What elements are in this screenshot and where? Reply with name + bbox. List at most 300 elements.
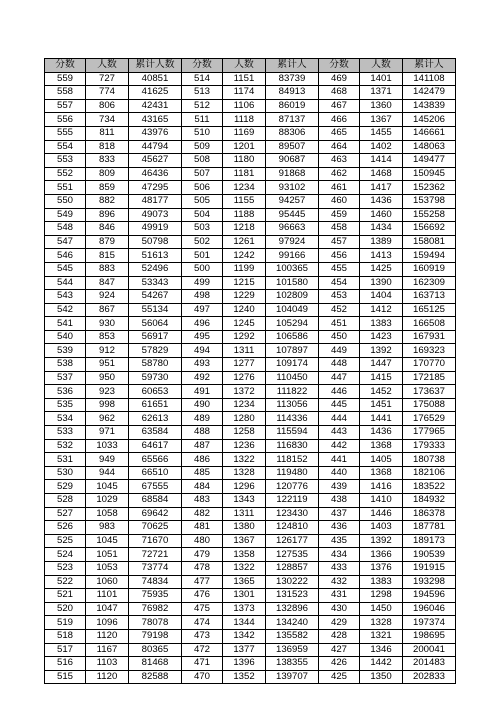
cumulative-cell: 43976: [129, 126, 182, 140]
cumulative-cell: 46436: [129, 167, 182, 181]
cumulative-cell: 183522: [403, 480, 456, 494]
count-cell: 924: [86, 290, 129, 304]
score-cell: 458: [319, 222, 360, 236]
count-cell: 809: [86, 167, 129, 181]
score-cell: 552: [45, 167, 86, 181]
cumulative-cell: 55134: [129, 303, 182, 317]
score-cell: 511: [182, 113, 223, 127]
table-row: [45, 466, 456, 480]
score-cell: 509: [182, 140, 223, 154]
count-cell: 883: [86, 262, 129, 276]
cumulative-cell: 152362: [403, 181, 456, 195]
cumulative-cell: 167931: [403, 330, 456, 344]
header-cell-score: 分数: [319, 59, 360, 73]
cumulative-cell: 49919: [129, 222, 182, 236]
table-row: [45, 290, 456, 304]
score-cell: 426: [319, 657, 360, 671]
score-cell: 495: [182, 330, 223, 344]
cumulative-cell: 176529: [403, 412, 456, 426]
count-cell: 983: [86, 521, 129, 535]
count-cell: 1441: [360, 412, 403, 426]
cumulative-cell: 94257: [266, 194, 319, 208]
score-cell: 504: [182, 208, 223, 222]
score-cell: 510: [182, 126, 223, 140]
count-cell: 1417: [360, 181, 403, 195]
score-cell: 514: [182, 72, 223, 86]
score-cell: 557: [45, 99, 86, 113]
score-cell: 432: [319, 575, 360, 589]
cumulative-cell: 96663: [266, 222, 319, 236]
cumulative-cell: 118152: [266, 453, 319, 467]
cumulative-cell: 149477: [403, 154, 456, 168]
cumulative-cell: 75935: [129, 589, 182, 603]
score-cell: 483: [182, 494, 223, 508]
score-cell: 521: [45, 589, 86, 603]
score-cell: 434: [319, 548, 360, 562]
score-cell: 467: [319, 99, 360, 113]
score-cell: 430: [319, 602, 360, 616]
cumulative-cell: 126177: [266, 534, 319, 548]
score-cell: 515: [45, 670, 86, 684]
score-cell: 448: [319, 358, 360, 372]
count-cell: 1413: [360, 249, 403, 263]
cumulative-cell: 148063: [403, 140, 456, 154]
count-cell: 806: [86, 99, 129, 113]
cumulative-cell: 104049: [266, 303, 319, 317]
cumulative-cell: 138355: [266, 657, 319, 671]
cumulative-cell: 115594: [266, 426, 319, 440]
table-row: [45, 371, 456, 385]
count-cell: 1101: [86, 589, 129, 603]
count-cell: 1296: [223, 480, 266, 494]
score-cell: 540: [45, 330, 86, 344]
cumulative-cell: 91868: [266, 167, 319, 181]
count-cell: 1360: [360, 99, 403, 113]
count-cell: 1342: [223, 629, 266, 643]
score-cell: 536: [45, 385, 86, 399]
score-cell: 537: [45, 371, 86, 385]
count-cell: 1301: [223, 589, 266, 603]
table-row: [45, 480, 456, 494]
cumulative-cell: 102809: [266, 290, 319, 304]
score-cell: 518: [45, 629, 86, 643]
cumulative-cell: 59730: [129, 371, 182, 385]
score-cell: 474: [182, 616, 223, 630]
cumulative-cell: 97924: [266, 235, 319, 249]
count-cell: 859: [86, 181, 129, 195]
score-cell: 443: [319, 426, 360, 440]
table-row: [45, 534, 456, 548]
score-cell: 532: [45, 439, 86, 453]
score-cell: 439: [319, 480, 360, 494]
cumulative-cell: 44794: [129, 140, 182, 154]
table-row: [45, 167, 456, 181]
cumulative-cell: 186378: [403, 507, 456, 521]
score-cell: 494: [182, 344, 223, 358]
count-cell: 1261: [223, 235, 266, 249]
score-cell: 437: [319, 507, 360, 521]
count-cell: 1358: [223, 548, 266, 562]
score-cell: 438: [319, 494, 360, 508]
score-cell: 486: [182, 453, 223, 467]
table-row: [45, 194, 456, 208]
score-cell: 489: [182, 412, 223, 426]
score-cell: 542: [45, 303, 86, 317]
cumulative-cell: 198695: [403, 629, 456, 643]
cumulative-cell: 87137: [266, 113, 319, 127]
table-row: [45, 589, 456, 603]
count-cell: 1060: [86, 575, 129, 589]
cumulative-cell: 132896: [266, 602, 319, 616]
score-cell: 543: [45, 290, 86, 304]
count-cell: 1392: [360, 344, 403, 358]
cumulative-cell: 127535: [266, 548, 319, 562]
count-cell: 1383: [360, 575, 403, 589]
cumulative-cell: 71670: [129, 534, 182, 548]
table-row: [45, 113, 456, 127]
score-cell: 463: [319, 154, 360, 168]
count-cell: 1410: [360, 494, 403, 508]
score-cell: 480: [182, 534, 223, 548]
table-row: [45, 548, 456, 562]
count-cell: 1368: [360, 439, 403, 453]
count-cell: 1468: [360, 167, 403, 181]
score-cell: 502: [182, 235, 223, 249]
count-cell: 930: [86, 317, 129, 331]
score-cell: 427: [319, 643, 360, 657]
count-cell: 1367: [360, 113, 403, 127]
count-cell: 1322: [223, 561, 266, 575]
cumulative-cell: 159494: [403, 249, 456, 263]
count-cell: 949: [86, 453, 129, 467]
count-cell: 1412: [360, 303, 403, 317]
score-cell: 517: [45, 643, 86, 657]
cumulative-cell: 78078: [129, 616, 182, 630]
cumulative-cell: 142479: [403, 86, 456, 100]
score-cell: 460: [319, 194, 360, 208]
count-cell: 1106: [223, 99, 266, 113]
cumulative-cell: 170770: [403, 358, 456, 372]
count-cell: 971: [86, 426, 129, 440]
cumulative-cell: 202833: [403, 670, 456, 684]
count-cell: 1423: [360, 330, 403, 344]
cumulative-cell: 175088: [403, 398, 456, 412]
count-cell: 923: [86, 385, 129, 399]
table-row: [45, 521, 456, 535]
cumulative-cell: 54267: [129, 290, 182, 304]
cumulative-cell: 99166: [266, 249, 319, 263]
score-cell: 535: [45, 398, 86, 412]
cumulative-cell: 114336: [266, 412, 319, 426]
cumulative-cell: 93102: [266, 181, 319, 195]
cumulative-cell: 153798: [403, 194, 456, 208]
cumulative-cell: 43165: [129, 113, 182, 127]
cumulative-cell: 173637: [403, 385, 456, 399]
header-cell-count: 人数: [86, 59, 129, 73]
count-cell: 882: [86, 194, 129, 208]
cumulative-cell: 79198: [129, 629, 182, 643]
cumulative-cell: 56064: [129, 317, 182, 331]
table-row: [45, 262, 456, 276]
cumulative-cell: 163713: [403, 290, 456, 304]
cumulative-cell: 135582: [266, 629, 319, 643]
score-cell: 442: [319, 439, 360, 453]
cumulative-cell: 113056: [266, 398, 319, 412]
score-cell: 493: [182, 358, 223, 372]
score-cell: 548: [45, 222, 86, 236]
cumulative-cell: 172185: [403, 371, 456, 385]
count-cell: 1346: [360, 643, 403, 657]
count-cell: 1242: [223, 249, 266, 263]
header-row: [45, 59, 456, 73]
score-cell: 554: [45, 140, 86, 154]
count-cell: 1402: [360, 140, 403, 154]
count-cell: 1215: [223, 276, 266, 290]
count-cell: 1120: [86, 629, 129, 643]
table-row: [45, 181, 456, 195]
count-cell: 1277: [223, 358, 266, 372]
count-cell: 912: [86, 344, 129, 358]
cumulative-cell: 105294: [266, 317, 319, 331]
count-cell: 1380: [223, 521, 266, 535]
score-cell: 462: [319, 167, 360, 181]
count-cell: 1188: [223, 208, 266, 222]
score-cell: 425: [319, 670, 360, 684]
cumulative-cell: 120776: [266, 480, 319, 494]
cumulative-cell: 48177: [129, 194, 182, 208]
cumulative-cell: 158081: [403, 235, 456, 249]
score-cell: 482: [182, 507, 223, 521]
cumulative-cell: 197374: [403, 616, 456, 630]
score-cell: 497: [182, 303, 223, 317]
score-cell: 549: [45, 208, 86, 222]
table-row: [45, 643, 456, 657]
score-cell: 555: [45, 126, 86, 140]
count-cell: 1405: [360, 453, 403, 467]
cumulative-cell: 49073: [129, 208, 182, 222]
score-cell: 456: [319, 249, 360, 263]
count-cell: 1416: [360, 480, 403, 494]
count-cell: 1367: [223, 534, 266, 548]
score-cell: 512: [182, 99, 223, 113]
count-cell: 1096: [86, 616, 129, 630]
cumulative-cell: 110450: [266, 371, 319, 385]
table-row: [45, 317, 456, 331]
table-row: [45, 208, 456, 222]
score-cell: 500: [182, 262, 223, 276]
score-cell: 558: [45, 86, 86, 100]
score-cell: 470: [182, 670, 223, 684]
table-row: [45, 249, 456, 263]
cumulative-cell: 41625: [129, 86, 182, 100]
count-cell: 1343: [223, 494, 266, 508]
count-cell: 1401: [360, 72, 403, 86]
table-row: [45, 657, 456, 671]
score-cell: 531: [45, 453, 86, 467]
cumulative-cell: 150945: [403, 167, 456, 181]
count-cell: 734: [86, 113, 129, 127]
table-row: [45, 507, 456, 521]
count-cell: 1218: [223, 222, 266, 236]
cumulative-cell: 130222: [266, 575, 319, 589]
count-cell: 833: [86, 154, 129, 168]
score-cell: 513: [182, 86, 223, 100]
count-cell: 853: [86, 330, 129, 344]
score-cell: 435: [319, 534, 360, 548]
cumulative-cell: 70625: [129, 521, 182, 535]
cumulative-cell: 134240: [266, 616, 319, 630]
table-row: [45, 154, 456, 168]
cumulative-cell: 122119: [266, 494, 319, 508]
count-cell: 867: [86, 303, 129, 317]
cumulative-cell: 95445: [266, 208, 319, 222]
score-cell: 550: [45, 194, 86, 208]
cumulative-cell: 76982: [129, 602, 182, 616]
score-cell: 447: [319, 371, 360, 385]
cumulative-cell: 128857: [266, 561, 319, 575]
count-cell: 847: [86, 276, 129, 290]
score-cell: 490: [182, 398, 223, 412]
table-row: [45, 385, 456, 399]
count-cell: 1174: [223, 86, 266, 100]
score-cell: 527: [45, 507, 86, 521]
score-cell: 436: [319, 521, 360, 535]
cumulative-cell: 83739: [266, 72, 319, 86]
table-row: [45, 670, 456, 684]
score-cell: 546: [45, 249, 86, 263]
count-cell: 1045: [86, 480, 129, 494]
count-cell: 1372: [223, 385, 266, 399]
count-cell: 1051: [86, 548, 129, 562]
count-cell: 1236: [223, 439, 266, 453]
header-cell-score: 分数: [182, 59, 223, 73]
table-row: [45, 453, 456, 467]
count-cell: 1151: [223, 72, 266, 86]
count-cell: 1169: [223, 126, 266, 140]
score-cell: 523: [45, 561, 86, 575]
cumulative-cell: 155258: [403, 208, 456, 222]
score-cell: 528: [45, 494, 86, 508]
cumulative-cell: 106586: [266, 330, 319, 344]
cumulative-cell: 194596: [403, 589, 456, 603]
cumulative-cell: 116830: [266, 439, 319, 453]
table-body: [45, 59, 456, 684]
header-cell-score: 分数: [45, 59, 86, 73]
cumulative-cell: 111822: [266, 385, 319, 399]
table-row: [45, 222, 456, 236]
cumulative-cell: 187781: [403, 521, 456, 535]
score-cell: 454: [319, 276, 360, 290]
count-cell: 1344: [223, 616, 266, 630]
count-cell: 1033: [86, 439, 129, 453]
table-row: [45, 344, 456, 358]
count-cell: 1311: [223, 344, 266, 358]
count-cell: 1414: [360, 154, 403, 168]
count-cell: 1311: [223, 507, 266, 521]
cumulative-cell: 193298: [403, 575, 456, 589]
count-cell: 1045: [86, 534, 129, 548]
score-cell: 522: [45, 575, 86, 589]
cumulative-cell: 191915: [403, 561, 456, 575]
score-cell: 478: [182, 561, 223, 575]
cumulative-cell: 141108: [403, 72, 456, 86]
score-cell: 559: [45, 72, 86, 86]
score-cell: 481: [182, 521, 223, 535]
cumulative-cell: 201483: [403, 657, 456, 671]
table-row: [45, 86, 456, 100]
cumulative-cell: 177965: [403, 426, 456, 440]
score-cell: 491: [182, 385, 223, 399]
cumulative-cell: 162309: [403, 276, 456, 290]
score-cell: 440: [319, 466, 360, 480]
cumulative-cell: 180738: [403, 453, 456, 467]
score-cell: 503: [182, 222, 223, 236]
count-cell: 1321: [360, 629, 403, 643]
score-cell: 534: [45, 412, 86, 426]
count-cell: 1396: [223, 657, 266, 671]
score-cell: 444: [319, 412, 360, 426]
score-distribution-table: [44, 58, 456, 684]
score-cell: 464: [319, 140, 360, 154]
cumulative-cell: 68584: [129, 494, 182, 508]
score-cell: 539: [45, 344, 86, 358]
score-cell: 455: [319, 262, 360, 276]
count-cell: 1234: [223, 181, 266, 195]
header-cell-cumulative: 累计人: [403, 59, 456, 73]
score-cell: 496: [182, 317, 223, 331]
count-cell: 944: [86, 466, 129, 480]
count-cell: 1366: [360, 548, 403, 562]
score-cell: 488: [182, 426, 223, 440]
count-cell: 846: [86, 222, 129, 236]
table-row: [45, 235, 456, 249]
cumulative-cell: 143839: [403, 99, 456, 113]
cumulative-cell: 165125: [403, 303, 456, 317]
score-cell: 457: [319, 235, 360, 249]
score-cell: 508: [182, 154, 223, 168]
cumulative-cell: 107897: [266, 344, 319, 358]
count-cell: 1292: [223, 330, 266, 344]
cumulative-cell: 101580: [266, 276, 319, 290]
cumulative-cell: 179333: [403, 439, 456, 453]
score-cell: 544: [45, 276, 86, 290]
table-row: [45, 330, 456, 344]
count-cell: 1404: [360, 290, 403, 304]
count-cell: 1058: [86, 507, 129, 521]
cumulative-cell: 62613: [129, 412, 182, 426]
score-cell: 487: [182, 439, 223, 453]
score-cell: 530: [45, 466, 86, 480]
cumulative-cell: 182106: [403, 466, 456, 480]
score-cell: 472: [182, 643, 223, 657]
cumulative-cell: 200041: [403, 643, 456, 657]
count-cell: 1201: [223, 140, 266, 154]
cumulative-cell: 146661: [403, 126, 456, 140]
table-row: [45, 494, 456, 508]
count-cell: 1155: [223, 194, 266, 208]
score-cell: 545: [45, 262, 86, 276]
count-cell: 727: [86, 72, 129, 86]
cumulative-cell: 65566: [129, 453, 182, 467]
cumulative-cell: 57829: [129, 344, 182, 358]
count-cell: 1377: [223, 643, 266, 657]
cumulative-cell: 51613: [129, 249, 182, 263]
count-cell: 1455: [360, 126, 403, 140]
count-cell: 1376: [360, 561, 403, 575]
count-cell: 1328: [223, 466, 266, 480]
score-cell: 541: [45, 317, 86, 331]
count-cell: 1392: [360, 534, 403, 548]
